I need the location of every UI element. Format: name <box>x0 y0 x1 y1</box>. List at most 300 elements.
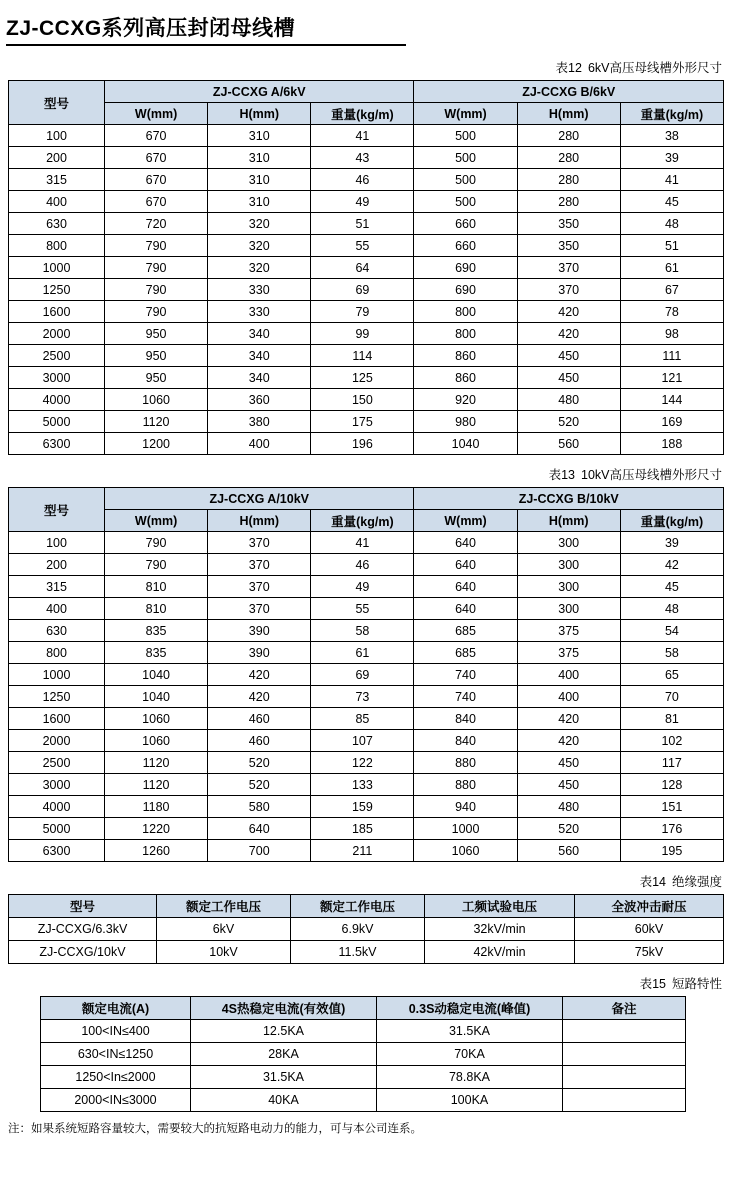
header-b-w: W(mm) <box>414 103 517 125</box>
cell-b-h: 370 <box>517 257 620 279</box>
cell-a-weight: 46 <box>311 554 414 576</box>
cell-impulse-voltage: 75kV <box>575 941 724 964</box>
table-header-row <box>41 997 686 1020</box>
table-caption-number: 表15 <box>639 977 666 991</box>
cell-dynamic-current: 31.5KA <box>377 1020 563 1043</box>
cell-a-weight: 41 <box>311 125 414 147</box>
cell-b-weight: 117 <box>620 752 723 774</box>
table-caption-number: 表14 <box>639 875 666 889</box>
cell-current: 1250 <box>9 686 105 708</box>
cell-rated-voltage-1: 6kV <box>157 918 291 941</box>
cell-a-weight: 55 <box>311 598 414 620</box>
cell-a-w: 1120 <box>105 411 208 433</box>
cell-a-w: 670 <box>105 191 208 213</box>
table-row <box>9 345 724 367</box>
cell-a-weight: 73 <box>311 686 414 708</box>
cell-a-w: 1220 <box>105 818 208 840</box>
table-sub-header-row <box>9 103 724 125</box>
cell-a-h: 370 <box>208 576 311 598</box>
cell-b-h: 280 <box>517 191 620 213</box>
table-row <box>9 323 724 345</box>
cell-model: ZJ-CCXG/10kV <box>9 941 157 964</box>
table-row <box>9 818 724 840</box>
cell-a-h: 330 <box>208 279 311 301</box>
cell-rated-current: 100<IN≤400 <box>41 1020 191 1043</box>
cell-b-h: 560 <box>517 433 620 455</box>
cell-b-weight: 39 <box>620 147 723 169</box>
cell-a-weight: 55 <box>311 235 414 257</box>
cell-current: 3000 <box>9 774 105 796</box>
cell-current: 200 <box>9 147 105 169</box>
cell-a-w: 1260 <box>105 840 208 862</box>
cell-current: 800 <box>9 642 105 664</box>
header-dynamic-stability-current: 0.3S动稳定电流(峰值) <box>377 997 563 1020</box>
cell-b-w: 500 <box>414 147 517 169</box>
cell-rated-voltage-1: 10kV <box>157 941 291 964</box>
cell-b-h: 420 <box>517 323 620 345</box>
header-b-weight: 重量(kg/m) <box>620 510 723 532</box>
cell-current: 6300 <box>9 840 105 862</box>
cell-b-weight: 98 <box>620 323 723 345</box>
cell-b-h: 560 <box>517 840 620 862</box>
header-a-weight: 重量(kg/m) <box>311 103 414 125</box>
cell-a-h: 370 <box>208 598 311 620</box>
table-short-circuit-characteristics <box>40 996 686 1112</box>
table-row <box>9 389 724 411</box>
cell-b-w: 685 <box>414 642 517 664</box>
table-caption-13 <box>0 455 730 487</box>
cell-impulse-voltage: 60kV <box>575 918 724 941</box>
cell-current: 100 <box>9 125 105 147</box>
cell-b-w: 1000 <box>414 818 517 840</box>
cell-a-w: 1040 <box>105 664 208 686</box>
cell-b-weight: 78 <box>620 301 723 323</box>
cell-current: 400 <box>9 598 105 620</box>
cell-b-h: 375 <box>517 620 620 642</box>
cell-b-h: 400 <box>517 686 620 708</box>
cell-current: 4000 <box>9 796 105 818</box>
cell-current: 1250 <box>9 279 105 301</box>
cell-remarks <box>563 1066 686 1089</box>
cell-a-h: 580 <box>208 796 311 818</box>
cell-current: 2000 <box>9 730 105 752</box>
cell-rated-current: 2000<IN≤3000 <box>41 1089 191 1112</box>
cell-b-h: 280 <box>517 169 620 191</box>
cell-thermal-current: 40KA <box>191 1089 377 1112</box>
cell-model: ZJ-CCXG/6.3kV <box>9 918 157 941</box>
cell-a-weight: 69 <box>311 279 414 301</box>
cell-a-w: 1040 <box>105 686 208 708</box>
table-group-header-row <box>9 488 724 510</box>
cell-a-h: 340 <box>208 345 311 367</box>
cell-b-weight: 51 <box>620 235 723 257</box>
cell-b-weight: 169 <box>620 411 723 433</box>
cell-a-h: 310 <box>208 191 311 213</box>
cell-remarks <box>563 1089 686 1112</box>
cell-a-w: 835 <box>105 642 208 664</box>
header-power-frequency-test-voltage: 工频试验电压 <box>425 895 575 918</box>
table-row <box>9 918 724 941</box>
cell-b-h: 520 <box>517 818 620 840</box>
cell-b-weight: 54 <box>620 620 723 642</box>
cell-b-weight: 70 <box>620 686 723 708</box>
header-rated-voltage-2: 额定工作电压 <box>291 895 425 918</box>
table-row <box>9 796 724 818</box>
table-head <box>41 997 686 1020</box>
cell-b-w: 660 <box>414 213 517 235</box>
cell-current: 200 <box>9 554 105 576</box>
table-row <box>41 1066 686 1089</box>
cell-b-weight: 45 <box>620 576 723 598</box>
cell-a-weight: 41 <box>311 532 414 554</box>
cell-current: 800 <box>9 235 105 257</box>
table-caption-12 <box>0 48 730 80</box>
cell-a-w: 1180 <box>105 796 208 818</box>
cell-a-w: 790 <box>105 279 208 301</box>
table-row <box>9 774 724 796</box>
cell-b-weight: 188 <box>620 433 723 455</box>
cell-b-h: 480 <box>517 796 620 818</box>
cell-thermal-current: 12.5KA <box>191 1020 377 1043</box>
table-row <box>9 941 724 964</box>
table-row <box>9 598 724 620</box>
cell-dynamic-current: 100KA <box>377 1089 563 1112</box>
cell-b-h: 400 <box>517 664 620 686</box>
table-row <box>9 147 724 169</box>
cell-remarks <box>563 1020 686 1043</box>
cell-a-weight: 85 <box>311 708 414 730</box>
cell-a-weight: 125 <box>311 367 414 389</box>
cell-a-weight: 64 <box>311 257 414 279</box>
cell-b-w: 980 <box>414 411 517 433</box>
cell-b-h: 420 <box>517 730 620 752</box>
cell-a-w: 1060 <box>105 389 208 411</box>
cell-b-w: 840 <box>414 730 517 752</box>
cell-a-h: 420 <box>208 686 311 708</box>
table-insulation-strength <box>8 894 724 964</box>
cell-a-h: 420 <box>208 664 311 686</box>
cell-a-h: 370 <box>208 532 311 554</box>
table-caption-text: 6kV高压母线槽外形尺寸 <box>587 61 722 75</box>
cell-a-h: 460 <box>208 708 311 730</box>
cell-a-weight: 159 <box>311 796 414 818</box>
cell-a-weight: 185 <box>311 818 414 840</box>
cell-current: 315 <box>9 169 105 191</box>
cell-current: 2500 <box>9 345 105 367</box>
header-group-b: ZJ-CCXG B/6kV <box>414 81 724 103</box>
header-thermal-stability-current: 4S热稳定电流(有效值) <box>191 997 377 1020</box>
cell-b-w: 740 <box>414 664 517 686</box>
header-rated-current: 额定电流(A) <box>41 997 191 1020</box>
cell-a-h: 310 <box>208 147 311 169</box>
header-group-b: ZJ-CCXG B/10kV <box>414 488 724 510</box>
cell-a-h: 360 <box>208 389 311 411</box>
cell-b-weight: 67 <box>620 279 723 301</box>
cell-b-weight: 48 <box>620 213 723 235</box>
table-row <box>9 554 724 576</box>
table-row <box>9 686 724 708</box>
header-remarks: 备注 <box>563 997 686 1020</box>
cell-a-weight: 46 <box>311 169 414 191</box>
cell-a-weight: 211 <box>311 840 414 862</box>
cell-a-h: 520 <box>208 774 311 796</box>
cell-a-h: 700 <box>208 840 311 862</box>
cell-a-h: 370 <box>208 554 311 576</box>
table-head <box>9 488 724 532</box>
cell-dynamic-current: 78.8KA <box>377 1066 563 1089</box>
cell-b-w: 1040 <box>414 433 517 455</box>
header-model: 型号 <box>9 488 105 532</box>
cell-a-h: 380 <box>208 411 311 433</box>
cell-current: 100 <box>9 532 105 554</box>
cell-rated-voltage-2: 11.5kV <box>291 941 425 964</box>
table-row <box>9 730 724 752</box>
cell-a-h: 330 <box>208 301 311 323</box>
cell-b-w: 920 <box>414 389 517 411</box>
cell-b-w: 500 <box>414 125 517 147</box>
cell-b-weight: 121 <box>620 367 723 389</box>
cell-current: 1000 <box>9 257 105 279</box>
cell-b-weight: 128 <box>620 774 723 796</box>
cell-b-weight: 65 <box>620 664 723 686</box>
table-caption-text: 绝缘强度 <box>671 875 722 889</box>
cell-a-weight: 107 <box>311 730 414 752</box>
table-row <box>9 301 724 323</box>
table-row <box>9 532 724 554</box>
table-caption-text: 10kV高压母线槽外形尺寸 <box>581 468 722 482</box>
cell-a-weight: 150 <box>311 389 414 411</box>
cell-b-h: 370 <box>517 279 620 301</box>
cell-a-w: 790 <box>105 532 208 554</box>
table-caption-14 <box>0 862 730 894</box>
cell-b-h: 350 <box>517 235 620 257</box>
cell-b-weight: 81 <box>620 708 723 730</box>
cell-b-w: 800 <box>414 323 517 345</box>
table-body <box>9 918 724 964</box>
cell-b-h: 420 <box>517 301 620 323</box>
cell-a-weight: 196 <box>311 433 414 455</box>
cell-b-h: 480 <box>517 389 620 411</box>
cell-b-h: 300 <box>517 532 620 554</box>
cell-b-w: 685 <box>414 620 517 642</box>
table-caption-15 <box>0 964 730 996</box>
cell-b-w: 1060 <box>414 840 517 862</box>
cell-b-w: 880 <box>414 752 517 774</box>
cell-b-h: 420 <box>517 708 620 730</box>
cell-b-weight: 176 <box>620 818 723 840</box>
cell-current: 315 <box>9 576 105 598</box>
cell-b-w: 640 <box>414 532 517 554</box>
cell-dynamic-current: 70KA <box>377 1043 563 1066</box>
table-caption-number: 表13 <box>548 468 575 482</box>
cell-b-weight: 195 <box>620 840 723 862</box>
table-sub-header-row <box>9 510 724 532</box>
cell-b-h: 300 <box>517 598 620 620</box>
cell-b-weight: 58 <box>620 642 723 664</box>
header-group-a: ZJ-CCXG A/10kV <box>105 488 414 510</box>
table-row <box>9 752 724 774</box>
cell-a-weight: 69 <box>311 664 414 686</box>
cell-b-w: 940 <box>414 796 517 818</box>
cell-b-h: 450 <box>517 752 620 774</box>
cell-a-h: 460 <box>208 730 311 752</box>
cell-thermal-current: 28KA <box>191 1043 377 1066</box>
cell-a-weight: 99 <box>311 323 414 345</box>
table-row <box>9 169 724 191</box>
cell-a-h: 320 <box>208 235 311 257</box>
cell-a-weight: 114 <box>311 345 414 367</box>
cell-a-w: 790 <box>105 235 208 257</box>
cell-a-w: 1060 <box>105 708 208 730</box>
cell-remarks <box>563 1043 686 1066</box>
cell-current: 2500 <box>9 752 105 774</box>
cell-a-h: 390 <box>208 620 311 642</box>
header-group-a: ZJ-CCXG A/6kV <box>105 81 414 103</box>
cell-a-h: 310 <box>208 169 311 191</box>
cell-a-w: 835 <box>105 620 208 642</box>
cell-b-h: 450 <box>517 367 620 389</box>
table-row <box>9 620 724 642</box>
cell-current: 630 <box>9 213 105 235</box>
cell-a-h: 340 <box>208 323 311 345</box>
table-row <box>9 257 724 279</box>
header-a-h: H(mm) <box>208 103 311 125</box>
cell-b-weight: 48 <box>620 598 723 620</box>
cell-a-w: 720 <box>105 213 208 235</box>
cell-b-h: 450 <box>517 345 620 367</box>
cell-a-w: 670 <box>105 169 208 191</box>
cell-b-weight: 61 <box>620 257 723 279</box>
cell-rated-current: 630<IN≤1250 <box>41 1043 191 1066</box>
cell-b-w: 840 <box>414 708 517 730</box>
table-row <box>9 642 724 664</box>
table-row <box>9 433 724 455</box>
cell-a-h: 390 <box>208 642 311 664</box>
cell-b-h: 375 <box>517 642 620 664</box>
header-a-w: W(mm) <box>105 103 208 125</box>
cell-b-weight: 144 <box>620 389 723 411</box>
cell-b-h: 350 <box>517 213 620 235</box>
cell-a-w: 1200 <box>105 433 208 455</box>
cell-test-voltage: 32kV/min <box>425 918 575 941</box>
table-body <box>9 125 724 455</box>
cell-b-w: 690 <box>414 257 517 279</box>
cell-b-w: 690 <box>414 279 517 301</box>
cell-a-weight: 133 <box>311 774 414 796</box>
title-underline <box>6 44 406 46</box>
cell-a-weight: 49 <box>311 576 414 598</box>
table-body <box>41 1020 686 1112</box>
cell-current: 400 <box>9 191 105 213</box>
table-row <box>9 411 724 433</box>
header-b-h: H(mm) <box>517 510 620 532</box>
table-row <box>9 708 724 730</box>
cell-a-h: 320 <box>208 257 311 279</box>
header-b-w: W(mm) <box>414 510 517 532</box>
table-caption-number: 表12 <box>555 61 582 75</box>
cell-a-w: 950 <box>105 323 208 345</box>
cell-a-w: 790 <box>105 301 208 323</box>
table-row <box>9 576 724 598</box>
cell-a-weight: 58 <box>311 620 414 642</box>
cell-current: 630 <box>9 620 105 642</box>
cell-b-weight: 42 <box>620 554 723 576</box>
cell-a-h: 310 <box>208 125 311 147</box>
header-impulse-withstand-voltage: 全波冲击耐压 <box>575 895 724 918</box>
cell-a-weight: 79 <box>311 301 414 323</box>
header-b-weight: 重量(kg/m) <box>620 103 723 125</box>
table-row <box>9 279 724 301</box>
cell-rated-current: 1250<In≤2000 <box>41 1066 191 1089</box>
cell-b-w: 640 <box>414 554 517 576</box>
cell-b-w: 740 <box>414 686 517 708</box>
table-head <box>9 895 724 918</box>
header-a-h: H(mm) <box>208 510 311 532</box>
cell-a-weight: 122 <box>311 752 414 774</box>
table-row <box>9 125 724 147</box>
cell-b-weight: 102 <box>620 730 723 752</box>
cell-a-h: 340 <box>208 367 311 389</box>
cell-a-weight: 49 <box>311 191 414 213</box>
cell-a-weight: 61 <box>311 642 414 664</box>
cell-b-h: 280 <box>517 147 620 169</box>
cell-test-voltage: 42kV/min <box>425 941 575 964</box>
cell-b-h: 300 <box>517 576 620 598</box>
cell-a-w: 810 <box>105 598 208 620</box>
cell-b-weight: 45 <box>620 191 723 213</box>
header-a-w: W(mm) <box>105 510 208 532</box>
table-group-header-row <box>9 81 724 103</box>
cell-b-weight: 38 <box>620 125 723 147</box>
cell-a-h: 640 <box>208 818 311 840</box>
cell-a-w: 1120 <box>105 774 208 796</box>
cell-b-w: 800 <box>414 301 517 323</box>
cell-current: 1600 <box>9 708 105 730</box>
cell-a-weight: 175 <box>311 411 414 433</box>
cell-b-w: 860 <box>414 345 517 367</box>
cell-b-w: 640 <box>414 598 517 620</box>
table-row <box>41 1043 686 1066</box>
cell-b-w: 660 <box>414 235 517 257</box>
cell-rated-voltage-2: 6.9kV <box>291 918 425 941</box>
cell-a-w: 670 <box>105 125 208 147</box>
cell-b-w: 500 <box>414 191 517 213</box>
table-row <box>9 367 724 389</box>
cell-current: 2000 <box>9 323 105 345</box>
cell-b-h: 450 <box>517 774 620 796</box>
table-caption-text: 短路特性 <box>671 977 722 991</box>
cell-b-weight: 111 <box>620 345 723 367</box>
table-10kv-dimensions <box>8 487 724 862</box>
page-title: ZJ-CCXG系列高压封闭母线槽 <box>6 17 296 40</box>
cell-b-w: 500 <box>414 169 517 191</box>
cell-b-w: 640 <box>414 576 517 598</box>
header-model: 型号 <box>9 895 157 918</box>
cell-current: 5000 <box>9 818 105 840</box>
cell-a-w: 810 <box>105 576 208 598</box>
cell-a-w: 1120 <box>105 752 208 774</box>
table-row <box>41 1020 686 1043</box>
cell-current: 1000 <box>9 664 105 686</box>
cell-current: 3000 <box>9 367 105 389</box>
cell-b-w: 860 <box>414 367 517 389</box>
table-row <box>9 213 724 235</box>
table-row <box>9 664 724 686</box>
table-row <box>9 840 724 862</box>
table-body <box>9 532 724 862</box>
cell-current: 1600 <box>9 301 105 323</box>
cell-b-weight: 151 <box>620 796 723 818</box>
